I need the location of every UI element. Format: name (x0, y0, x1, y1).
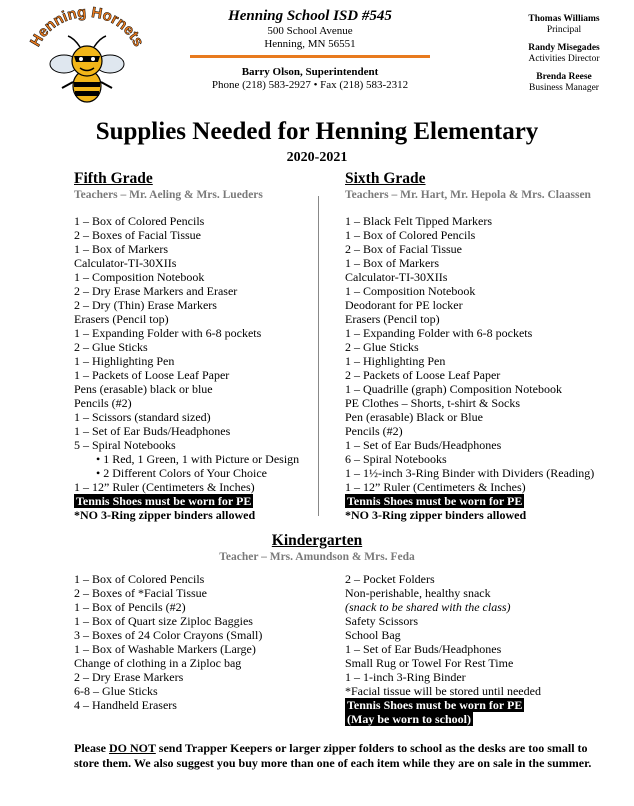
kindergarten-teachers: Teacher – Mrs. Amundson & Mrs. Feda (219, 551, 415, 563)
list-item: 1 – Scissors (standard sized) (74, 410, 211, 424)
list-item: • 1 Red, 1 Green, 1 with Picture or Design (96, 452, 300, 466)
snack-note: (snack to be shared with the class) (345, 600, 511, 614)
footer-emphasis: DO NOT (109, 741, 156, 755)
list-item: Deodorant for PE locker (345, 298, 463, 312)
staff-name: Randy Misegades (528, 43, 600, 53)
list-item: Pencils (#2) (345, 424, 403, 438)
staff-entry (514, 43, 614, 65)
list-item: 1 – Box of Colored Pencils (74, 214, 205, 228)
footer-text-2: send Trapper Keepers or larger zipper folders to school as the desks are too small to store them. We also suggest you buy more than one of each item while they are on sale in the summer. (74, 741, 592, 770)
list-item: 2 – Dry Erase Markers and Eraser (74, 284, 238, 298)
list-item: 1 – Composition Notebook (74, 270, 205, 284)
staff-name: Brenda Reese (536, 72, 592, 82)
hornet-mascot-icon (22, 6, 152, 106)
list-item: 1 – 12” Ruler (Centimeters & Inches) (74, 480, 255, 494)
svg-text:Henning Hornets (27, 6, 147, 49)
footer-note (74, 741, 594, 770)
address-line-2: Henning, MN 56551 (264, 38, 356, 50)
list-item: 2 – Pocket Folders (345, 572, 435, 586)
list-item: 6-8 – Glue Sticks (74, 684, 158, 698)
pe-shoes-notice: Tennis Shoes must be worn for PE (347, 494, 523, 508)
pe-shoes-notice: Tennis Shoes must be worn for PE (347, 698, 523, 712)
list-item: 1 – Box of Colored Pencils (74, 572, 205, 586)
list-item: School Bag (345, 628, 401, 642)
sixth-grade-heading: Sixth Grade (345, 170, 426, 187)
footer-text-1: Please (74, 741, 109, 755)
list-item: Calculator-TI-30XIIs (74, 256, 177, 270)
kindergarten-right-list (345, 572, 605, 726)
superintendent: Barry Olson, Superintendent (241, 66, 379, 78)
list-item: 1 – Box of Pencils (#2) (74, 600, 186, 614)
column-divider (318, 196, 319, 516)
staff-role: Activities Director (528, 54, 600, 64)
header-divider (190, 55, 430, 58)
list-item: Change of clothing in a Ziploc bag (74, 656, 242, 670)
list-item: 1 – Box of Quart size Ziploc Baggies (74, 614, 253, 628)
staff-role: Principal (546, 25, 582, 35)
sixth-grade-section (345, 170, 615, 522)
fifth-grade-teachers: Teachers – Mr. Aeling & Mrs. Lueders (74, 189, 263, 201)
list-item: 1 – Black Felt Tipped Markers (345, 214, 492, 228)
list-item: 2 – Boxes of Facial Tissue (74, 228, 202, 242)
staff-role: Business Manager (529, 83, 599, 93)
sixth-grade-supply-list (345, 214, 615, 494)
staff-name: Thomas Williams (528, 14, 600, 24)
list-item: 1 – Set of Ear Buds/Headphones (74, 424, 231, 438)
pe-shoes-notice: Tennis Shoes must be worn for PE (76, 494, 252, 508)
address-line-1: 500 School Avenue (267, 25, 353, 37)
binder-note: *NO 3-Ring zipper binders allowed (345, 508, 527, 522)
list-item: 2 – Glue Sticks (345, 340, 419, 354)
list-item: 1 – Highlighting Pen (345, 354, 446, 368)
list-item: Calculator-TI-30XIIs (345, 270, 448, 284)
henning-hornets-logo (22, 6, 152, 106)
list-item: Small Rug or Towel For Rest Time (345, 656, 514, 670)
list-item: 2 – Dry (Thin) Erase Markers (74, 298, 217, 312)
list-item: Pens (erasable) black or blue (74, 382, 213, 396)
staff-entry (514, 72, 614, 94)
list-item: 1 – Box of Washable Markers (Large) (74, 642, 256, 656)
list-item: Erasers (Pencil top) (74, 312, 169, 326)
list-item: *Facial tissue will be stored until needed (345, 684, 541, 698)
fifth-grade-heading: Fifth Grade (74, 170, 153, 187)
letterhead (190, 8, 430, 92)
school-name: Henning School ISD #545 (228, 8, 392, 24)
list-item: Pencils (#2) (74, 396, 132, 410)
list-item: 2 – Packets of Loose Leaf Paper (345, 368, 501, 382)
list-item: 1 – Composition Notebook (345, 284, 476, 298)
kindergarten-header (0, 532, 634, 564)
list-item: 2 – Glue Sticks (74, 340, 148, 354)
logo-text: Henning Hornets (27, 6, 148, 50)
list-item: 1 – Expanding Folder with 6-8 pockets (74, 326, 262, 340)
list-item: 1 – Set of Ear Buds/Headphones (345, 642, 502, 656)
list-item: 1 – Set of Ear Buds/Headphones (345, 438, 502, 452)
phone-fax: Phone (218) 583-2927 • Fax (218) 583-2312 (211, 79, 409, 91)
list-item: 5 – Spiral Notebooks (74, 438, 176, 452)
list-item: 1 – Packets of Loose Leaf Paper (74, 368, 230, 382)
page-title: Supplies Needed for Henning Elementary (95, 118, 539, 145)
list-item: Pen (erasable) Black or Blue (345, 410, 483, 424)
list-item: Safety Scissors (345, 614, 418, 628)
list-item: 2 – Dry Erase Markers (74, 670, 184, 684)
list-item: 1 – Box of Markers (74, 242, 168, 256)
list-item: 1 – Box of Markers (345, 256, 439, 270)
list-item: 4 – Handheld Erasers (74, 698, 177, 712)
list-item: • 2 Different Colors of Your Choice (96, 466, 267, 480)
staff-entry (514, 14, 614, 36)
fifth-grade-supply-list (74, 214, 314, 452)
list-item: 1 – Quadrille (graph) Composition Notebook (345, 382, 562, 396)
sixth-grade-teachers: Teachers – Mr. Hart, Mr. Hepola & Mrs. Claassen (345, 189, 591, 201)
list-item: PE Clothes – Shorts, t-shirt & Socks (345, 396, 521, 410)
list-item: 1 – 12” Ruler (Centimeters & Inches) (345, 480, 526, 494)
kindergarten-left-list (74, 572, 314, 712)
list-item: 1 – Expanding Folder with 6-8 pockets (345, 326, 533, 340)
list-item: 1 – 1-inch 3-Ring Binder (345, 670, 466, 684)
list-item: 1 – Highlighting Pen (74, 354, 175, 368)
list-item: Non-perishable, healthy snack (345, 586, 491, 600)
fifth-grade-section (74, 170, 314, 522)
binder-note: *NO 3-Ring zipper binders allowed (74, 508, 256, 522)
list-item: 2 – Boxes of *Facial Tissue (74, 586, 208, 600)
staff-list (514, 14, 614, 101)
list-item: 3 – Boxes of 24 Color Crayons (Small) (74, 628, 263, 642)
list-item: Erasers (Pencil top) (345, 312, 440, 326)
list-item: 1 – 1½-inch 3-Ring Binder with Dividers (Reading) (345, 466, 595, 480)
school-year: 2020-2021 (286, 150, 348, 165)
list-item: 1 – Box of Colored Pencils (345, 228, 476, 242)
kindergarten-heading: Kindergarten (271, 532, 363, 549)
pe-shoes-subnote: (May be worn to school) (347, 712, 471, 726)
list-item: 6 – Spiral Notebooks (345, 452, 447, 466)
list-item: 2 – Box of Facial Tissue (345, 242, 463, 256)
